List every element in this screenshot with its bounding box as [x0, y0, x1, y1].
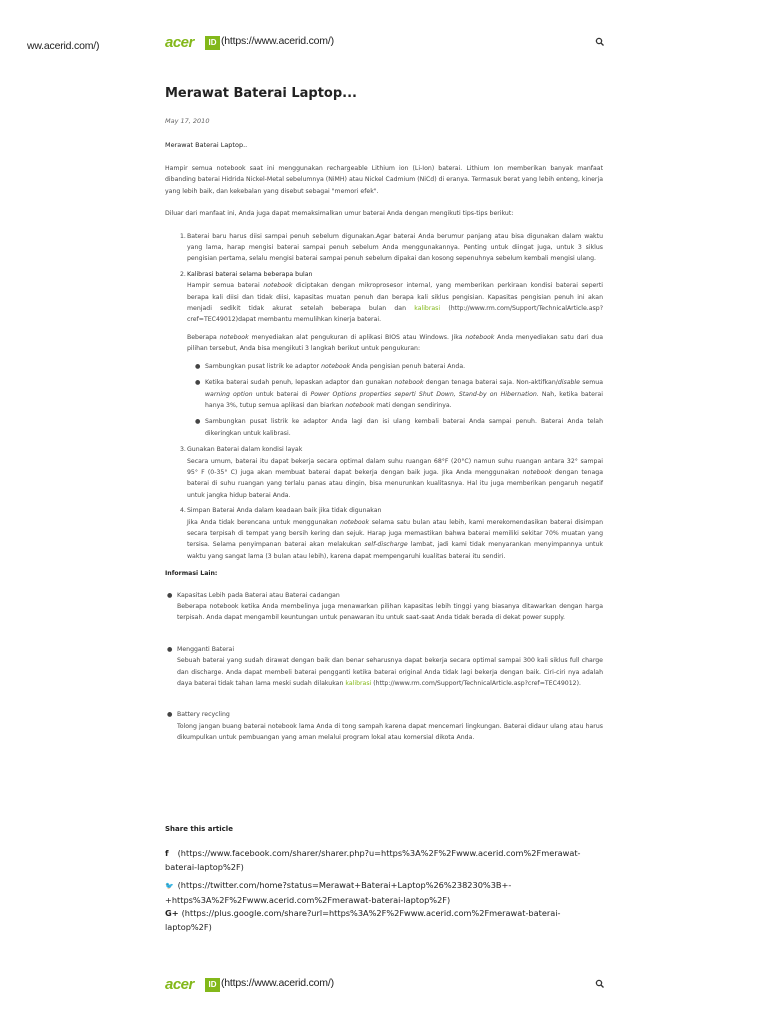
item-heading: Gunakan Baterai dalam kondisi layak — [187, 446, 303, 454]
search-icon[interactable] — [595, 37, 605, 47]
home-link[interactable]: (https://www.acerid.com/) — [221, 977, 334, 989]
item-number: 4. — [180, 507, 186, 515]
page-title: Merawat Baterai Laptop... — [165, 86, 357, 101]
twitter-icon: 🐦 — [165, 882, 174, 890]
info-item: ● Kapasitas Lebih pada Baterai atau Baterai cadangan Beberapa notebook ketika Anda membelinya juga menawarkan pilihan kapasitas lebih tinggi yang biasanya ditawarkan dengan harga terpisah. Anda dapat mengambil keuntungan untuk penawaran itu untuk saat-saat Anda tidak berada di dekat power supply. — [177, 590, 603, 624]
info-item: ● Mengganti Baterai Sebuah baterai yang sudah dirawat dengan baik dan benar seharusnya dapat bekerja secara optimal sampai 300 kali siklus full charge dan discharge. Anda dapat membeli baterai pengganti ketika baterai original Anda tidak lagi bekerja dengan baik. Ciri-ciri nya adalah daya baterai tidak tahan lama meski sudah dilakukan kalibrasi (http://www.rm.com/Support/TechnicalArticle.asp?cref=TEC49012). — [177, 644, 603, 690]
post-date: May 17, 2010 — [165, 117, 210, 125]
list-item — [180, 231, 603, 265]
side-url[interactable]: ww.acerid.com/) — [27, 40, 100, 52]
info-item-body: Tolong jangan buang baterai notebook lama Anda di tong sampah karena dapat mencemari lingkungan. Baterai didaur ulang atau harus dikumpulkan untuk pembuangan yang aman melalui program lokal atau komersial dikota Anda. — [177, 722, 603, 742]
id-logo-badge[interactable]: ID — [205, 36, 220, 50]
top-header — [165, 34, 605, 54]
info-item-body: Sebuah baterai yang sudah dirawat dengan baik dan benar seharusnya dapat bekerja secara optimal sampai 300 kali siklus full charge dan discharge. Anda dapat membeli baterai pengganti ketika baterai original Anda tidak lagi bekerja dengan baik. Ciri-ciri nya adalah daya baterai tidak tahan lama meski sudah dilakukan kalibrasi (http://www.rm.com/Support/TechnicalArticle.asp?cref=TEC49012). — [177, 657, 603, 688]
facebook-icon: f — [165, 848, 169, 858]
item-number: 2. — [180, 270, 186, 278]
share-facebook[interactable] — [165, 846, 605, 874]
list-item — [180, 269, 603, 439]
tips-list — [165, 231, 603, 563]
share-google[interactable] — [165, 906, 605, 934]
intro-paragraph-2: Diluar dari manfaat ini, Anda juga dapat memaksimalkan umur baterai Anda dengan mengikuti tips-tips berikut: — [165, 210, 514, 218]
acer-logo[interactable]: acer — [165, 34, 194, 51]
home-link[interactable]: (https://www.acerid.com/) — [221, 35, 334, 47]
step-item: ● Sambungkan pusat listrik ke adaptor notebook Anda pengisian penuh baterai Anda. — [195, 362, 466, 370]
item-number: 3. — [180, 446, 186, 454]
info-item-body: Beberapa notebook ketika Anda membelinya juga menawarkan pilihan kapasitas lebih tinggi yang biasanya ditawarkan dengan harga terpisah. Anda dapat mengambil keuntungan untuk penawaran itu untuk saat-saat Anda tidak berada di dekat power supply. — [177, 603, 603, 622]
info-item-heading: Kapasitas Lebih pada Baterai atau Baterai cadangan — [177, 591, 340, 599]
facebook-share-link[interactable]: (https://www.facebook.com/sharer/sharer.php?u=https%3A%2F%2Fwww.acerid.com%2Fmerawat-baterai-laptop%2F) — [165, 848, 581, 872]
google-plus-icon: G+ — [165, 908, 179, 918]
share-heading: Share this article — [165, 825, 233, 833]
share-twitter[interactable] — [165, 878, 605, 907]
steps-list — [187, 361, 603, 439]
item-body — [180, 280, 603, 439]
info-item-heading: Battery recycling — [177, 711, 230, 719]
info-heading: Informasi Lain: — [165, 570, 218, 578]
item-text: Baterai baru harus diisi sampai penuh sebelum digunakan.Agar baterai Anda berumur panjang atau bisa digunakan dalam waktu yang lama, harap mengisi baterai sampai penuh sebelum Anda menggunakannya. Penting untuk diingat juga, untuk 3 siklus pengisian pertama, selalu mengisi baterai sampai penuh sebelum dipakai dan kosong sepenuhnya sebelum kembali mengisi ulang. — [187, 232, 603, 263]
item-paragraph: Beberapa notebook menyediakan alat pengukuran di aplikasi BIOS atau Windows. Jika notebook Anda menyediakan satu dari dua pilihan tersebut, Anda bisa mengikuti 3 langkah berikut untuk pengukuran: — [187, 333, 603, 353]
acer-logo[interactable]: acer — [165, 976, 194, 993]
info-item: ● Battery recycling Tolong jangan buang baterai notebook lama Anda di tong sampah karena dapat mencemari lingkungan. Baterai didaur ulang atau harus dikumpulkan untuk pembuangan yang aman melalui program lokal atau komersial dikota Anda. — [177, 709, 603, 743]
item-text: Secara umum, baterai itu dapat bekerja secara optimal dalam suhu ruangan 68°F (20°C) namun suhu ruangan antara 32° sampai 95° F (0-35° C) juga akan membuat baterai dapat bekerja dengan baik juga. Jika Anda menggunakan notebook dengan tenaga baterai di suhu ruangan yang terlalu panas atau dingin, bisa menurunkan kualitasnya. Hal itu juga memberikan pengaruh negatif untuk jangka hidup baterai Anda. — [187, 457, 603, 499]
search-icon[interactable] — [595, 979, 605, 989]
list-item — [180, 505, 603, 562]
kalibrasi-link[interactable]: kalibrasi — [345, 680, 372, 688]
id-logo-badge[interactable]: ID — [205, 978, 220, 992]
kalibrasi-link[interactable]: kalibrasi — [414, 305, 441, 313]
bottom-header — [165, 976, 605, 996]
intro-paragraph: Hampir semua notebook saat ini menggunakan rechargeable Lithium ion (Li-Ion) baterai. Lithium Ion memberikan banyak manfaat dibanding baterai Hidrida Nickel-Metal sebelumnya (NiMH) atau Nickel Cadmium (NiCd) di eranya. Termasuk berat yang lebih enteng, kinerja yang lebih baik, dan kekebalan yang disebut sebagai "memori efek". — [165, 165, 603, 195]
item-text: Jika Anda tidak berencana untuk menggunakan notebook selama satu bulan atau lebih, kami merekomendasikan baterai disimpan secara terpisah di tempat yang bersih kering dan sejuk. Harap juga memastikan bahwa baterai memiliki sekitar 70% muatan yang tersisa. Selama penyimpanan baterai akan melakukan self-discharge lambat, jadi kami tidak menyarankan menyimpannya untuk waktu yang sangat lama (3 bulan atau lebih), karena dapat mempengaruhi kualitas baterai itu sendiri. — [187, 518, 603, 560]
item-paragraph: Hampir semua baterai notebook diciptakan dengan mikroprosesor internal, yang memberikan perkiraan kondisi baterai seperti berapa kali diisi dan tidak diisi, kapasitas muatan penuh dan berapa kali siklus pengisian. Kapasitas pengisian penuh ini akan menjadi sedikit tidak akurat setelah beberapa bulan dan kalibrasi (http://www.rm.com/Support/TechnicalArticle.asp?cref=TEC49012)dapat membantu memulihkan kinerja baterai. — [187, 282, 603, 324]
list-item — [180, 444, 603, 501]
google-share-link[interactable]: (https://plus.google.com/share?url=https%3A%2F%2Fwww.acerid.com%2Fmerawat-baterai-laptop%2F) — [165, 908, 561, 932]
post-subtitle: Merawat Baterai Laptop.. — [165, 141, 248, 149]
item-heading: Simpan Baterai Anda dalam keadaan baik jika tidak digunakan — [187, 507, 382, 515]
step-item: ● Sambungkan pusat listrik ke adaptor Anda lagi dan isi ulang kembali baterai Anda sampai penuh. Baterai Anda telah dikeringkan untuk kalibrasi. — [195, 418, 603, 437]
item-heading: Kalibrasi baterai selama beberapa bulan — [187, 270, 313, 278]
twitter-share-link[interactable]: (https://twitter.com/home?status=Merawat+Baterai+Laptop%26%238230%3B+-+https%3A%2F%2Fwww.acerid.com%2Fmerawat-baterai-laptop%2F) — [165, 880, 512, 905]
item-number: 1. — [180, 232, 186, 240]
info-list — [165, 590, 603, 744]
article-body — [165, 163, 603, 764]
info-item-heading: Mengganti Baterai — [177, 645, 235, 653]
step-item: ● Ketika baterai sudah penuh, lepaskan adaptor dan gunakan notebook dengan tenaga baterai saja. Non-aktifkan/disable semua warning option untuk baterai di Power Options properties seperti Shut Down, Stand-by on Hibernation. Nah, ketika baterai hanya 3%, tutup semua aplikasi dan biarkan notebook mati dengan sendirinya. — [195, 379, 604, 409]
